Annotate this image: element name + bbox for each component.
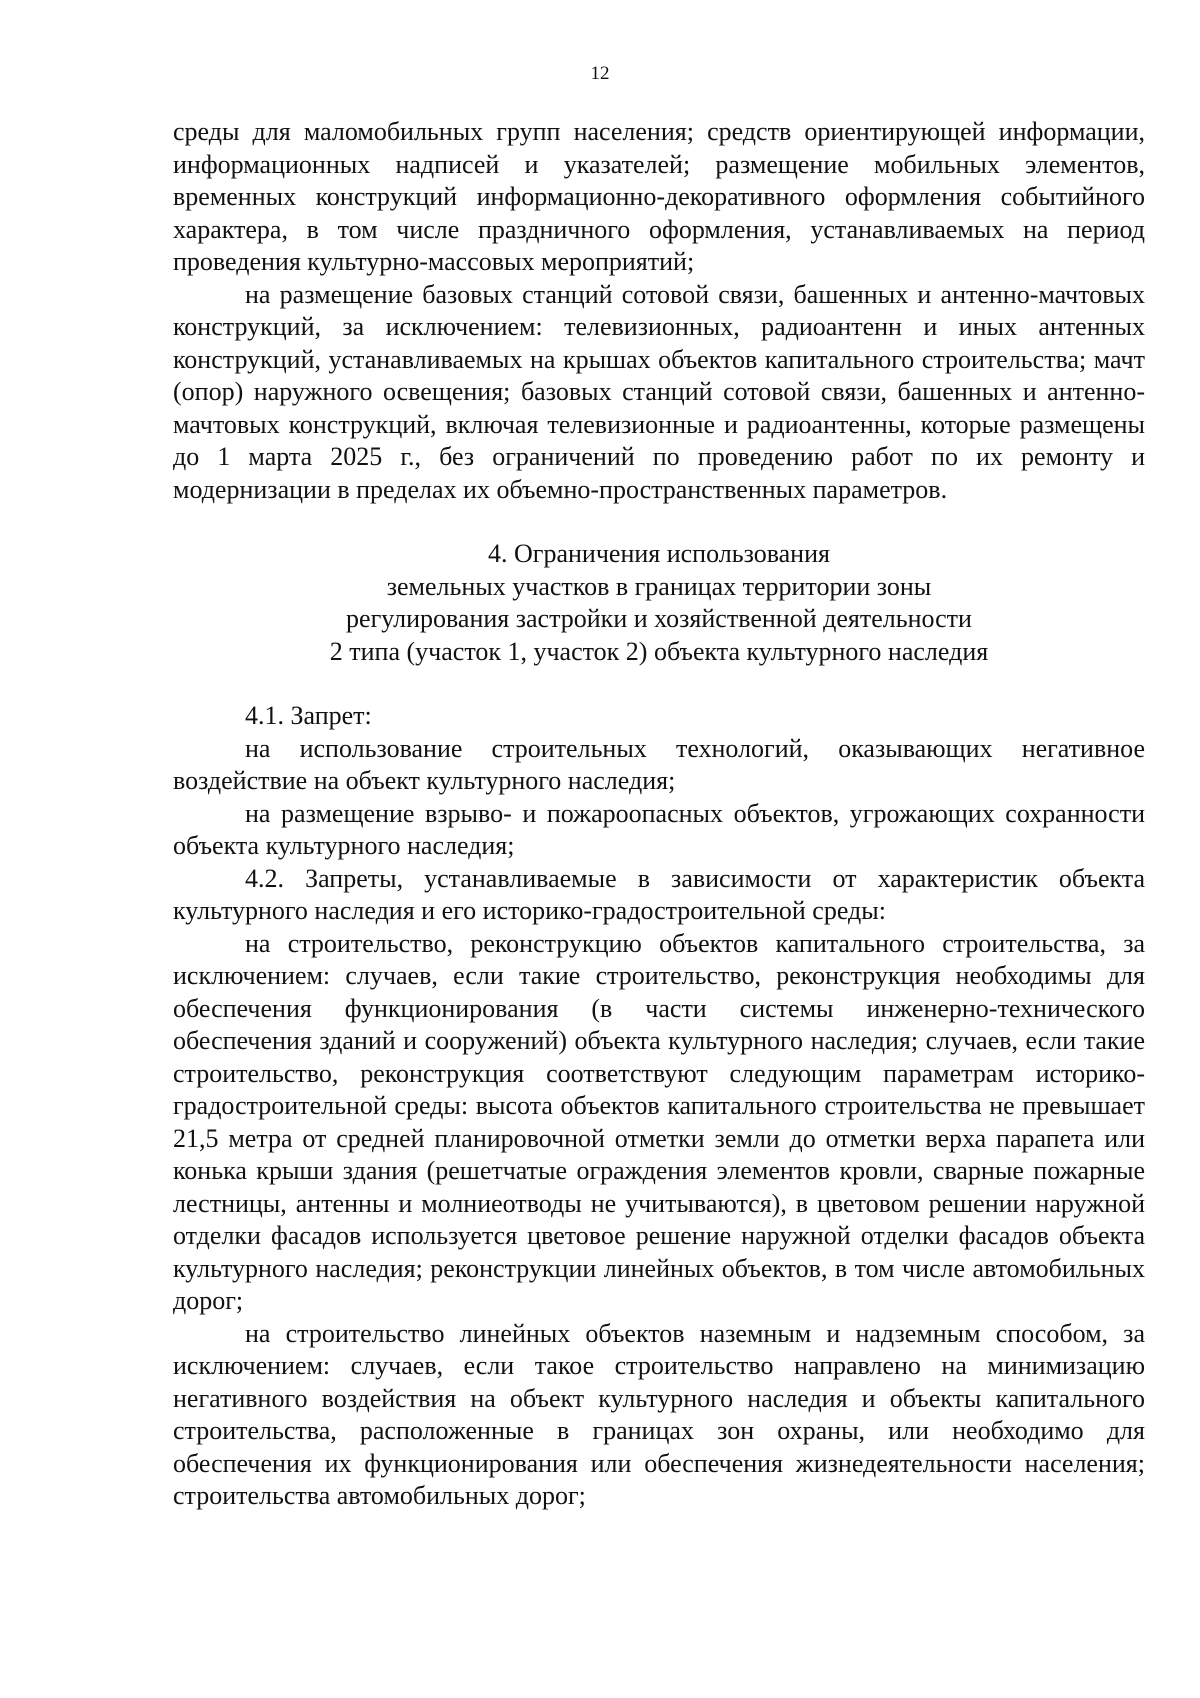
paragraph: на строительство линейных объектов наземным и надземным способом, за исключением: случаев, если такое строительство направлено на минимизацию негативного воздействия на объект культурного наследия и объекты капитального строительства, расположенные в границах зон охраны, или необходимо для обеспечения их функционирования или обеспечения жизнедеятельности населения; строительства автомобильных дорог;: [173, 1318, 1145, 1510]
section-heading: [173, 538, 1145, 668]
page-number: 12: [590, 63, 610, 84]
document-body: [173, 116, 1145, 1513]
paragraph: на использование строительных технологий, оказывающих негативное воздействие на объект культурного наследия;: [173, 733, 1145, 795]
section-heading-line: земельных участков в границах территории зоны: [386, 571, 932, 601]
paragraph: среды для маломобильных групп населения; средств ориентирующей информации, информационных надписей и указателей; размещение мобильных элементов, временных конструкций информационно-декоративного оформления событийного характера, в том числе праздничного оформления, устанавливаемых на период проведения культурно-массовых мероприятий;: [173, 117, 1145, 276]
section-heading-line: 4. Ограничения использования: [488, 539, 830, 568]
clause-title: 4.2. Запреты, устанавливаемые в зависимости от характеристик объекта культурного наследия и его историко-градостроительной среды:: [173, 863, 1145, 925]
paragraph: на строительство, реконструкцию объектов капитального строительства, за исключением: случаев, если такие строительство, реконструкция необходимы для обеспечения функционирования (в части системы инженерно-технического обеспечения зданий и сооружений) объекта культурного наследия; случаев, если такие строительство, реконструкция соответствуют следующим параметрам историко-градостроительной среды: высота объектов капитального строительства не превышает 21,5 метра от средней планировочной отметки земли до отметки верха парапета или конька крыши здания (решетчатые ограждения элементов кровли, сварные пожарные лестницы, антенны и молниеотводы не учитываются), в цветовом решении наружной отделки фасадов используется цветовое решение наружной отделки фасадов объекта культурного наследия; реконструкции линейных объектов, в том числе автомобильных дорог;: [173, 928, 1145, 1315]
clause-title: 4.1. Запрет:: [245, 701, 372, 730]
paragraph: на размещение взрыво- и пожароопасных объектов, угрожающих сохранности объекта культурного наследия;: [173, 798, 1145, 860]
section-heading-line: регулирования застройки и хозяйственной деятельности: [346, 604, 972, 633]
paragraph: на размещение базовых станций сотовой связи, башенных и антенно-мачтовых конструкций, за исключением: телевизионных, радиоантенн и иных антенных конструкций, устанавливаемых на крышах объектов капитального строительства; мачт (опор) наружного освещения; базовых станций сотовой связи, башенных и антенно-мачтовых конструкций, включая телевизионные и радиоантенны, которые размещены до 1 марта 2025 г., без ограничений по проведению работ по их ремонту и модернизации в пределах их объемно-пространственных параметров.: [173, 279, 1145, 504]
section-heading-line: 2 типа (участок 1, участок 2) объекта культурного наследия: [329, 636, 989, 666]
